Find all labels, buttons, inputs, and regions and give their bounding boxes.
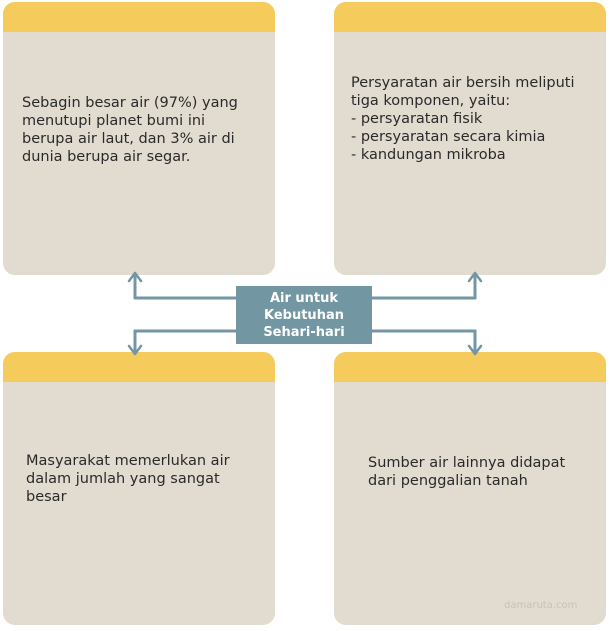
card-text: Sumber air lainnya didapat dari penggalian tanah (368, 455, 566, 489)
watermark: damaruta.com (504, 600, 578, 611)
central-topic-box: Air untuk Kebutuhan Sehari-hari (236, 286, 372, 344)
card-text: Persyaratan air bersih meliputi tiga komponen, yaitu: - persyaratan fisik - persyaratan secara kimia - kandungan mikroba (351, 75, 575, 163)
card-text: Masyarakat memerlukan air dalam jumlah yang sangat besar (26, 453, 230, 505)
card-text: Sebagin besar air (97%) yang menutupi planet bumi ini berupa air laut, dan 3% air di dunia berupa air segar. (22, 95, 238, 165)
